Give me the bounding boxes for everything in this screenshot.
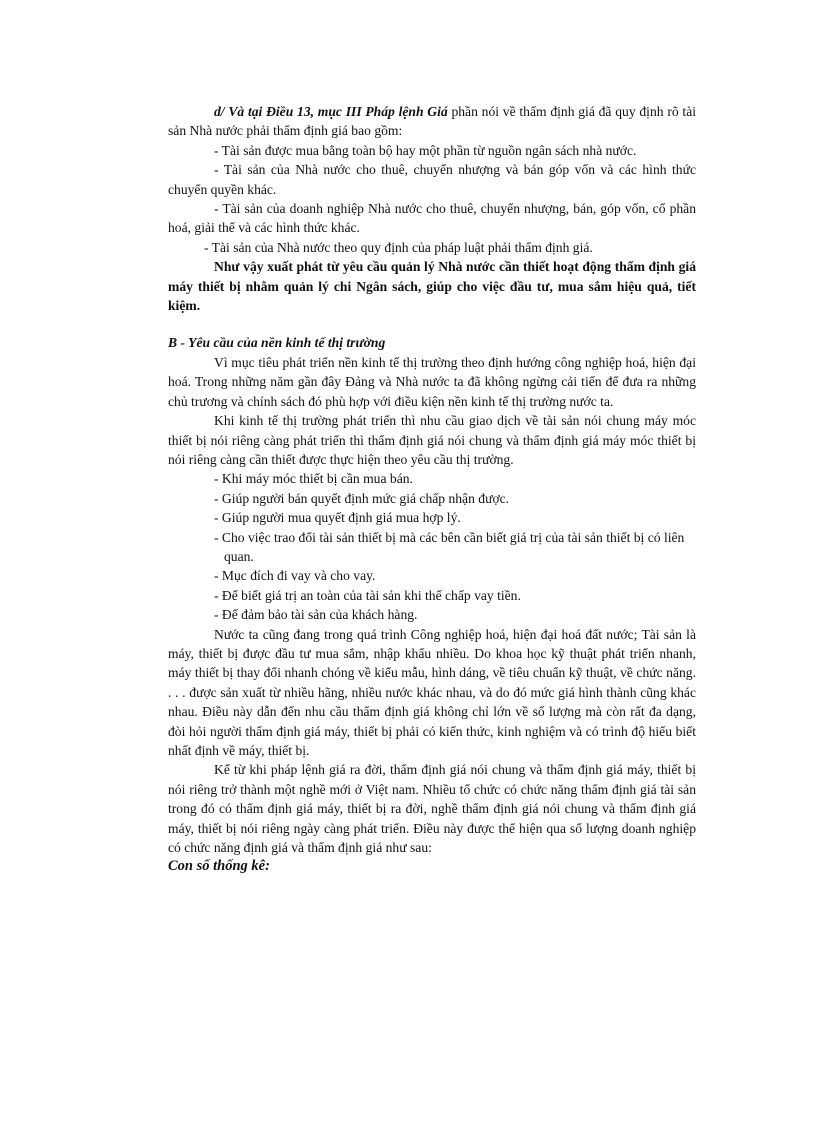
list-item: - Tài sản của Nhà nước theo quy định của pháp luật phải thẩm định giá. (204, 239, 593, 255)
list-item: - Để đảm bảo tài sản của khách hàng. (214, 607, 418, 623)
statistics-heading: Con số thống kê: (168, 858, 270, 875)
list-item: - Tài sản của Nhà nước cho thuê, chuyển nhượng và bán góp vốn và các hình thức chuyển quyền khác. (168, 162, 696, 197)
list-item: - Cho việc trao đổi tài sản thiết bị mà các bên cần biết giá trị của tài sản thiết bị có liên quan. (214, 529, 685, 564)
list-item: - Tài sản của doanh nghiệp Nhà nước cho thuê, chuyển nhượng, bán, góp vốn, cổ phần hoá, giải thể và các hình thức khác. (168, 201, 696, 236)
list-item: - Để biết giá trị an toàn của tài sản khi thế chấp vay tiền. (214, 587, 521, 603)
paragraph-b3: Nước ta cũng đang trong quá trình Công nghiệp hoá, hiện đại hoá đất nước; Tài sản là máy, thiết bị được đầu tư mua sắm, nhập khẩu nhiều. Do khoa học kỹ thuật phát triển nhanh, máy thiết bị thay đổi nhanh chóng về kiểu mẫu, hình dáng, về tiêu chuẩn kỹ thuật, về chức năng. . . . được sản xuất từ nhiều hãng, nhiều nước khác nhau, và do đó mức giá hình thành cũng khác nhau. Điều này dẫn đến nhu cầu thẩm định giá không chỉ lớn về số lượng mà còn rất đa dạng, đòi hỏi người thẩm định giá máy, thiết bị phải có kiến thức, kinh nghiệm và có trình độ hiểu biết nhất định về máy, thiết bị. (168, 626, 696, 758)
list-item: - Khi máy móc thiết bị cần mua bán. (214, 471, 413, 487)
list-item: - Mục đích đi vay và cho vay. (214, 568, 376, 584)
article-reference: d/ Và tại Điều 13, mục III Pháp lệnh Giá (214, 104, 448, 119)
purpose-list (214, 469, 696, 624)
list-item: - Giúp người bán quyết định mức giá chấp nhận được. (214, 490, 510, 506)
paragraph-b2: Khi kinh tế thị trường phát triển thì nhu cầu giao dịch về tài sản nói chung máy móc thiết bị nói riêng càng phát triển thì thẩm định giá nói chung và thẩm định giá máy móc thiết bị nói riêng càng cần thiết được thực hiện theo yêu cầu thị trường. (168, 413, 696, 467)
article-text: phần nói về thẩm định giá đã quy định rõ tài sản Nhà nước phải thẩm định giá bao gồm: (168, 104, 696, 139)
section-heading-b: B - Yêu cầu của nền kinh tế thị trường (168, 335, 386, 351)
paragraph-b4: Kể từ khi pháp lệnh giá ra đời, thẩm định giá nói chung và thẩm định giá máy, thiết bị nói riêng trở thành một nghề mới ở Việt nam. Nhiều tổ chức có chức năng thẩm định giá tài sản trong đó có thẩm định giá máy, thiết bị ra đời, nghề thẩm định giá nói chung và thẩm định giá máy, thiết bị nói riêng ngày càng phát triển. Điều này được thể hiện qua số lượng doanh nghiệp có chức năng định giá và thẩm định giá như sau: (168, 762, 696, 856)
paragraph-article-13 (168, 102, 696, 141)
document-page (168, 102, 696, 877)
list-item: - Tài sản được mua bằng toàn bộ hay một phần từ nguồn ngân sách nhà nước. (214, 142, 637, 158)
conclusion-paragraph: Như vậy xuất phát từ yêu cầu quản lý Nhà nước cần thiết hoạt động thẩm định giá máy thiết bị nhằm quản lý chi Ngân sách, giúp cho việc đầu tư, mua sắm hiệu quả, tiết kiệm. (168, 259, 696, 314)
list-item: - Giúp người mua quyết định giá mua hợp lý. (214, 510, 461, 526)
paragraph-b1: Vì mục tiêu phát triển nền kinh tế thị trường theo định hướng công nghiệp hoá, hiện đại hoá. Trong những năm gần đây Đảng và Nhà nước ta đã không ngừng cải tiến để đưa ra những chủ trương và chính sách đó phù hợp với điều kiện nền kinh tế thị trường nước ta. (168, 354, 696, 409)
